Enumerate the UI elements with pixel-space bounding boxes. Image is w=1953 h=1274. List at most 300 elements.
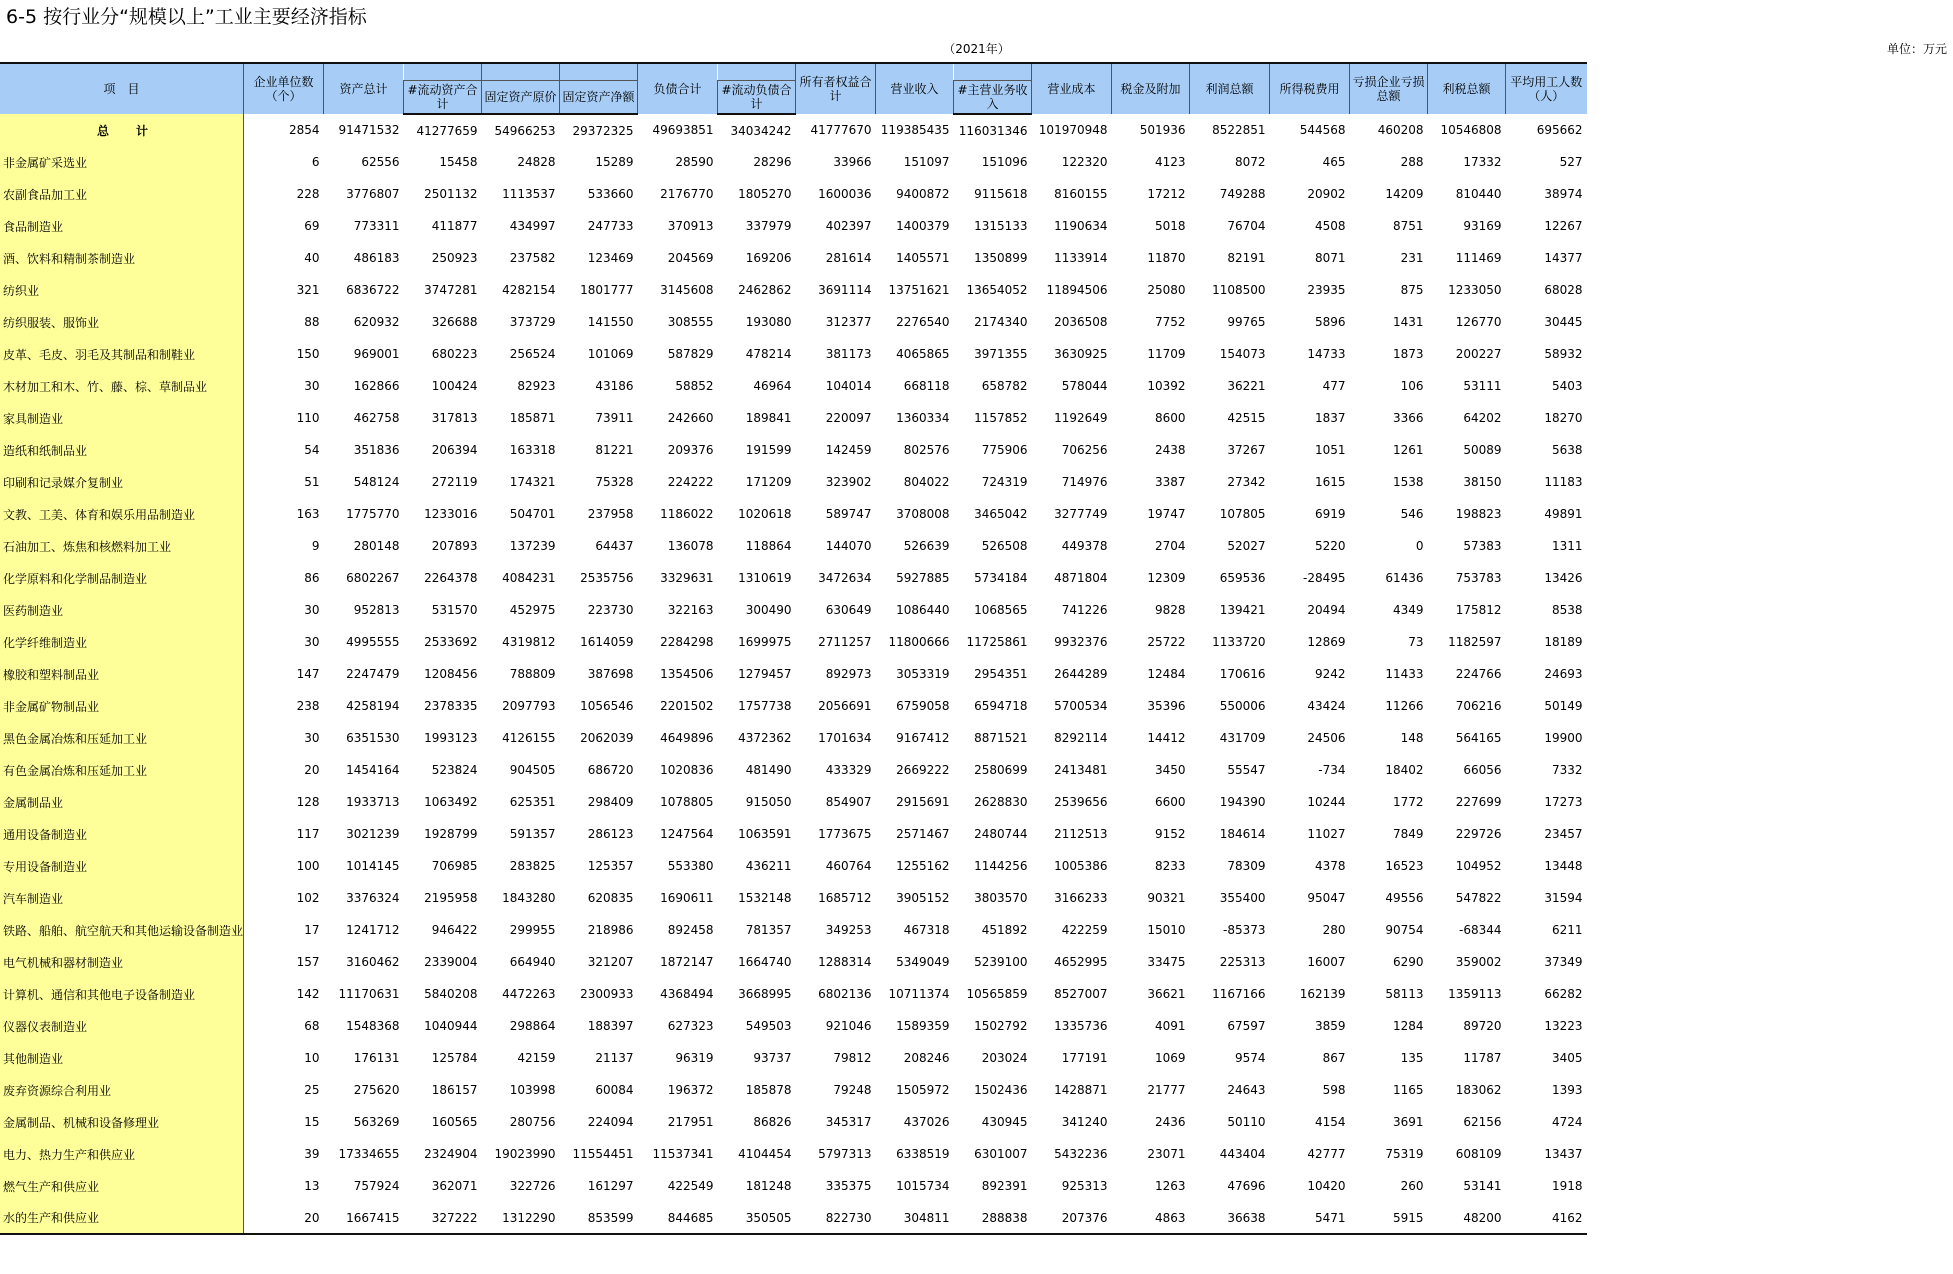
table-cell: 3366 (1392, 411, 1424, 425)
table-cell: 30 (304, 603, 320, 617)
table-cell: 24693 (1544, 667, 1583, 681)
table-cell: 75319 (1385, 1147, 1424, 1161)
table-cell: 93737 (753, 1051, 792, 1065)
table-cell: 9828 (1154, 603, 1186, 617)
table-cell: 1589359 (896, 1019, 950, 1033)
table-cell: 781357 (745, 923, 792, 937)
table-cell: 11183 (1544, 475, 1583, 489)
table-cell: 5018 (1154, 219, 1186, 233)
table-cell: 4724 (1551, 1115, 1583, 1129)
table-cell: 1699975 (738, 635, 792, 649)
table-cell: 19023990 (494, 1147, 556, 1161)
table-cell: 1157852 (974, 411, 1028, 425)
table-cell: 13426 (1544, 571, 1583, 585)
table-cell: 462758 (353, 411, 400, 425)
row-label: 造纸和纸制品业 (0, 434, 244, 466)
table-cell: 952813 (353, 603, 400, 617)
table-cell: 304811 (876, 1202, 954, 1234)
table-cell: 6594718 (974, 699, 1028, 713)
table-cell: 3708008 (896, 507, 950, 521)
table-cell: 119385435 (880, 123, 950, 137)
table-cell: 431709 (1219, 731, 1266, 745)
table-row (0, 978, 1587, 1010)
table-cell: 321207 (587, 955, 634, 969)
table-cell: 1190634 (1054, 219, 1108, 233)
table-cell: 38150 (1463, 475, 1502, 489)
table-cell: 90321 (1147, 891, 1186, 905)
table-cell: 62556 (361, 155, 400, 169)
table-cell: 7752 (1154, 315, 1186, 329)
table-cell: 2201502 (660, 699, 714, 713)
table-cell: 350505 (718, 1202, 796, 1234)
page-title: 6-5 按行业分“规模以上”工业主要经济指标 (6, 6, 367, 28)
table-cell: 11709 (1147, 347, 1186, 361)
table-cell: 280148 (353, 539, 400, 553)
table-cell: 55547 (1227, 763, 1266, 777)
table-cell: 1335736 (1054, 1019, 1108, 1033)
table-cell: 14209 (1385, 187, 1424, 201)
table-row (0, 274, 1587, 306)
table-cell: 148 (1400, 731, 1424, 745)
row-label: 非金属矿采选业 (0, 146, 244, 178)
row-label: 铁路、船舶、航空航天和其他运输设备制造业 (0, 914, 244, 946)
table-cell: 286123 (587, 827, 634, 841)
table-cell: 100424 (431, 379, 478, 393)
table-cell: 3166233 (1054, 891, 1108, 905)
table-cell: 788809 (509, 667, 556, 681)
table-cell: 526639 (903, 539, 950, 553)
table-cell: 242660 (667, 411, 714, 425)
table-cell: 36221 (1227, 379, 1266, 393)
row-label: 酒、饮料和精制茶制造业 (0, 242, 244, 274)
table-cell: 1186022 (660, 507, 714, 521)
table-cell: 460764 (825, 859, 872, 873)
row-label: 金属制品、机械和设备修理业 (0, 1106, 244, 1138)
row-label: 食品制造业 (0, 210, 244, 242)
table-cell: 2195958 (424, 891, 478, 905)
table-cell: 204569 (667, 251, 714, 265)
table-cell: 151097 (903, 155, 950, 169)
table-cell: 8072 (1234, 155, 1266, 169)
table-cell: 625351 (509, 795, 556, 809)
table-cell: 1310619 (738, 571, 792, 585)
header-main-business-revenue: #主营业务收入 (954, 81, 1032, 115)
table-cell: 48200 (1428, 1202, 1506, 1234)
table-row (0, 626, 1587, 658)
table-cell: 753783 (1455, 571, 1502, 585)
table-cell: 29372325 (572, 123, 634, 138)
table-cell: 123469 (587, 251, 634, 265)
table-cell: 50149 (1544, 699, 1583, 713)
table-cell: 546 (1400, 507, 1424, 521)
table-cell: 531570 (431, 603, 478, 617)
table-cell: 1015734 (896, 1179, 950, 1193)
table-cell: 6802267 (346, 571, 400, 585)
table-cell: 91471532 (338, 123, 400, 137)
table-cell: 335375 (825, 1179, 872, 1193)
table-cell: 20494 (1307, 603, 1346, 617)
table-cell: 14377 (1544, 251, 1583, 265)
table-cell: 7332 (1551, 763, 1583, 777)
table-cell: 1020836 (660, 763, 714, 777)
table-cell: 1192649 (1054, 411, 1108, 425)
table-cell: 1133720 (1212, 635, 1266, 649)
table-cell: 8600 (1154, 411, 1186, 425)
table-cell: 2539656 (1054, 795, 1108, 809)
table-cell: 714976 (1061, 475, 1108, 489)
table-cell: 35396 (1147, 699, 1186, 713)
table-cell: 299955 (509, 923, 556, 937)
table-row (0, 754, 1587, 786)
table-cell: 54 (304, 443, 320, 457)
table-cell: 1615 (1314, 475, 1346, 489)
table-cell: 477 (1322, 379, 1346, 393)
table-cell: 3668995 (738, 987, 792, 1001)
table-cell: 111469 (1455, 251, 1502, 265)
row-label: 橡胶和塑料制品业 (0, 658, 244, 690)
table-cell: 13 (304, 1179, 320, 1193)
table-cell: 875 (1400, 283, 1424, 297)
header-enterprises: 企业单位数（个） (244, 63, 324, 114)
table-cell: 337979 (745, 219, 792, 233)
table-cell: 1502436 (974, 1083, 1028, 1097)
table-cell: 9 (311, 539, 320, 553)
table-cell: 8233 (1154, 859, 1186, 873)
table-cell: 1873 (1392, 347, 1424, 361)
table-cell: 925313 (1061, 1179, 1108, 1193)
table-cell: 90754 (1385, 923, 1424, 937)
table-cell: 298409 (587, 795, 634, 809)
table-cell: 11800666 (888, 635, 950, 649)
table-cell: 157 (296, 955, 320, 969)
table-cell: 486183 (353, 251, 400, 265)
row-label: 纺织服装、服饰业 (0, 306, 244, 338)
table-cell: 6290 (1392, 955, 1424, 969)
table-cell: 706216 (1455, 699, 1502, 713)
table-cell: 42777 (1307, 1147, 1346, 1161)
table-cell: 6600 (1154, 795, 1186, 809)
table-cell: 86 (304, 571, 320, 585)
table-cell: 1538 (1392, 475, 1424, 489)
table-cell: 95047 (1307, 891, 1346, 905)
table-cell: 481490 (745, 763, 792, 777)
table-cell: 6836722 (346, 283, 400, 297)
table-cell: 207376 (1032, 1202, 1112, 1234)
table-cell: 54966253 (494, 123, 556, 138)
table-cell: 2480744 (974, 827, 1028, 841)
table-cell: 1167166 (1212, 987, 1266, 1001)
table-cell: 21137 (595, 1051, 634, 1065)
table-cell: 5220 (1314, 539, 1346, 553)
table-cell: 37349 (1544, 955, 1583, 969)
table-cell: 126770 (1455, 315, 1502, 329)
table-cell: 2056691 (818, 699, 872, 713)
table-cell: 142 (296, 987, 320, 1001)
table-cell: 17212 (1147, 187, 1186, 201)
table-cell: 13654052 (966, 283, 1028, 297)
table-cell: 66282 (1544, 987, 1583, 1001)
table-cell: 523824 (431, 763, 478, 777)
table-cell: 75328 (595, 475, 634, 489)
table-cell: 3747281 (424, 283, 478, 297)
table-cell: 4065865 (896, 347, 950, 361)
table-cell: 1056546 (580, 699, 634, 713)
table-cell: 4372362 (738, 731, 792, 745)
row-label: 水的生产和供应业 (0, 1202, 244, 1234)
row-label: 纺织业 (0, 274, 244, 306)
table-cell: 21777 (1147, 1083, 1186, 1097)
table-cell: 1354506 (660, 667, 714, 681)
table-row (0, 338, 1587, 370)
table-cell: 3376324 (346, 891, 400, 905)
table-cell: 5349049 (896, 955, 950, 969)
table-cell: 327222 (404, 1202, 482, 1234)
table-row (0, 946, 1587, 978)
table-cell: 437026 (903, 1115, 950, 1129)
table-cell: 1315133 (974, 219, 1028, 233)
table-cell: 30 (304, 635, 320, 649)
table-cell: 478214 (745, 347, 792, 361)
table-cell: 136078 (667, 539, 714, 553)
table-cell: 1144256 (974, 859, 1028, 873)
table-body (0, 114, 1587, 1234)
table-row (0, 1010, 1587, 1042)
table-row (0, 594, 1587, 626)
table-cell: 68028 (1544, 283, 1583, 297)
table-cell: 9115618 (974, 187, 1028, 201)
table-cell: 359002 (1455, 955, 1502, 969)
table-cell: 6338519 (896, 1147, 950, 1161)
table-row (0, 306, 1587, 338)
table-cell: 1005386 (1054, 859, 1108, 873)
table-cell: 11725861 (966, 635, 1028, 649)
table-cell: 30445 (1544, 315, 1583, 329)
table-cell: 946422 (431, 923, 478, 937)
table-cell: 706256 (1061, 443, 1108, 457)
table-cell: 3450 (1154, 763, 1186, 777)
table-cell: 142459 (825, 443, 872, 457)
table-cell: 915050 (745, 795, 792, 809)
table-cell: 4091 (1154, 1019, 1186, 1033)
table-row (0, 818, 1587, 850)
table-cell: 2413481 (1054, 763, 1108, 777)
row-label: 文教、工美、体育和娱乐用品制造业 (0, 498, 244, 530)
table-cell: 4319812 (502, 635, 556, 649)
table-cell: 147 (296, 667, 320, 681)
table-cell: 24828 (517, 155, 556, 169)
table-cell: 3387 (1154, 475, 1186, 489)
table-cell: 25722 (1147, 635, 1186, 649)
table-cell: 33966 (833, 155, 872, 169)
table-cell: 169206 (745, 251, 792, 265)
table-cell: 4368494 (660, 987, 714, 1001)
table-cell: 4652995 (1054, 955, 1108, 969)
table-cell: 106 (1400, 379, 1424, 393)
table-cell: 122320 (1061, 155, 1108, 169)
table-cell: 2501132 (424, 187, 478, 201)
stats-table (0, 62, 1587, 1235)
table-cell: 1311 (1551, 539, 1583, 553)
table-cell: 598 (1322, 1083, 1346, 1097)
row-label: 专用设备制造业 (0, 850, 244, 882)
table-cell: 1690611 (660, 891, 714, 905)
table-cell: 1454164 (346, 763, 400, 777)
table-cell: -28495 (1303, 571, 1346, 585)
row-label: 电气机械和器材制造业 (0, 946, 244, 978)
table-cell: 67597 (1227, 1019, 1266, 1033)
header-fixed-assets-net: 固定资产净额 (560, 81, 638, 115)
table-cell: 184614 (1219, 827, 1266, 841)
table-cell: 238 (296, 699, 320, 713)
table-cell: 162866 (353, 379, 400, 393)
table-cell: 17334655 (338, 1147, 400, 1161)
table-cell: 1263 (1154, 1179, 1186, 1193)
table-cell: 10420 (1307, 1179, 1346, 1193)
row-label: 家具制造业 (0, 402, 244, 434)
header-total-profit: 利润总额 (1190, 63, 1270, 114)
row-label: 医药制造业 (0, 594, 244, 626)
table-cell: 526508 (981, 539, 1028, 553)
table-cell: 1614059 (580, 635, 634, 649)
table-cell: 60084 (595, 1083, 634, 1097)
table-cell: 1233016 (424, 507, 478, 521)
table-cell: 3905152 (896, 891, 950, 905)
table-cell: 223730 (587, 603, 634, 617)
table-cell: 10565859 (966, 987, 1028, 1001)
table-cell: 323902 (825, 475, 872, 489)
row-label: 石油加工、炼焦和核燃料加工业 (0, 530, 244, 562)
table-cell: 171209 (745, 475, 792, 489)
table-row (0, 658, 1587, 690)
table-cell: 185878 (745, 1083, 792, 1097)
table-cell: 373729 (509, 315, 556, 329)
table-cell: 6301007 (974, 1147, 1028, 1161)
table-cell: 196372 (667, 1083, 714, 1097)
table-cell: 1113537 (502, 187, 556, 201)
header-total-assets: 资产总计 (324, 63, 404, 114)
row-label: 黑色金属冶炼和压延加工业 (0, 722, 244, 754)
table-cell: 193080 (745, 315, 792, 329)
header-current-assets: #流动资产合计 (404, 81, 482, 115)
table-cell: 9574 (1234, 1051, 1266, 1065)
table-cell: 2339004 (424, 955, 478, 969)
table-cell: 1133914 (1054, 251, 1108, 265)
table-cell: 2300933 (580, 987, 634, 1001)
table-cell: 52027 (1227, 539, 1266, 553)
table-cell: 50110 (1227, 1115, 1266, 1129)
table-cell: 8871521 (974, 731, 1028, 745)
table-cell: 10 (304, 1051, 320, 1065)
table-cell: 550006 (1219, 699, 1266, 713)
table-cell: 209376 (667, 443, 714, 457)
table-cell: 312377 (825, 315, 872, 329)
table-cell: 3021239 (346, 827, 400, 841)
table-cell: 11894506 (1046, 283, 1108, 297)
table-cell: 288838 (954, 1202, 1032, 1234)
table-cell: 1393 (1551, 1083, 1583, 1097)
table-cell: 578044 (1061, 379, 1108, 393)
table-cell: 280 (1322, 923, 1346, 937)
table-cell: 36638 (1190, 1202, 1270, 1234)
table-cell: 1255162 (896, 859, 950, 873)
table-cell: 203024 (981, 1051, 1028, 1065)
table-cell: 587829 (667, 347, 714, 361)
row-label: 燃气生产和供应业 (0, 1170, 244, 1202)
table-row (0, 402, 1587, 434)
table-cell: 775906 (981, 443, 1028, 457)
row-label: 计算机、通信和其他电子设备制造业 (0, 978, 244, 1010)
table-cell: 17273 (1544, 795, 1583, 809)
table-cell: 49693851 (652, 123, 714, 137)
table-row (0, 690, 1587, 722)
table-cell: 6211 (1551, 923, 1583, 937)
table-cell: 11870 (1147, 251, 1186, 265)
table-cell: 40 (304, 251, 320, 265)
table-cell: 4123 (1154, 155, 1186, 169)
table-cell: 185871 (509, 411, 556, 425)
table-cell: 47696 (1227, 1179, 1266, 1193)
table-cell: 200227 (1455, 347, 1502, 361)
table-cell: 501936 (1139, 123, 1186, 137)
table-cell: 57383 (1463, 539, 1502, 553)
table-cell: 321 (296, 283, 320, 297)
table-cell: 96319 (675, 1051, 714, 1065)
row-label: 有色金属冶炼和压延加工业 (0, 754, 244, 786)
row-label: 汽车制造业 (0, 882, 244, 914)
table-cell: 30 (304, 731, 320, 745)
table-cell: 224222 (667, 475, 714, 489)
table-cell: 5471 (1270, 1202, 1350, 1234)
table-cell: 16523 (1385, 859, 1424, 873)
table-cell: 467318 (903, 923, 950, 937)
table-cell: 1068565 (974, 603, 1028, 617)
row-label: 木材加工和木、竹、藤、棕、草制品业 (0, 370, 244, 402)
table-cell: 5915 (1350, 1202, 1428, 1234)
table-cell: 443404 (1219, 1147, 1266, 1161)
table-cell: 4104454 (738, 1147, 792, 1161)
table-cell: 351836 (353, 443, 400, 457)
table-cell: 680223 (431, 347, 478, 361)
table-cell: 5700534 (1054, 699, 1108, 713)
table-cell: 317813 (431, 411, 478, 425)
table-cell: 969001 (353, 347, 400, 361)
table-cell: 741226 (1061, 603, 1108, 617)
table-cell: 20 (244, 1202, 324, 1234)
table-cell: 66056 (1463, 763, 1502, 777)
table-cell: 867 (1322, 1051, 1346, 1065)
table-cell: 1051 (1314, 443, 1346, 457)
table-row (0, 530, 1587, 562)
table-cell: 9932376 (1054, 635, 1108, 649)
table-cell: 61436 (1385, 571, 1424, 585)
table-cell: 229726 (1455, 827, 1502, 841)
table-cell: 76704 (1227, 219, 1266, 233)
table-row (0, 434, 1587, 466)
table-cell: 3691114 (818, 283, 872, 297)
table-cell: 1279457 (738, 667, 792, 681)
table-cell: 1086440 (896, 603, 950, 617)
table-cell: 272119 (431, 475, 478, 489)
table-cell: 3630925 (1054, 347, 1108, 361)
table-cell: 11433 (1385, 667, 1424, 681)
table-cell: 162139 (1299, 987, 1346, 1001)
table-cell: 2533692 (424, 635, 478, 649)
header-fixed-assets-orig: 固定资产原价 (482, 81, 560, 115)
table-row (0, 562, 1587, 594)
table-cell: 921046 (825, 1019, 872, 1033)
table-cell: 2247479 (346, 667, 400, 681)
row-label: 其他制造业 (0, 1042, 244, 1074)
